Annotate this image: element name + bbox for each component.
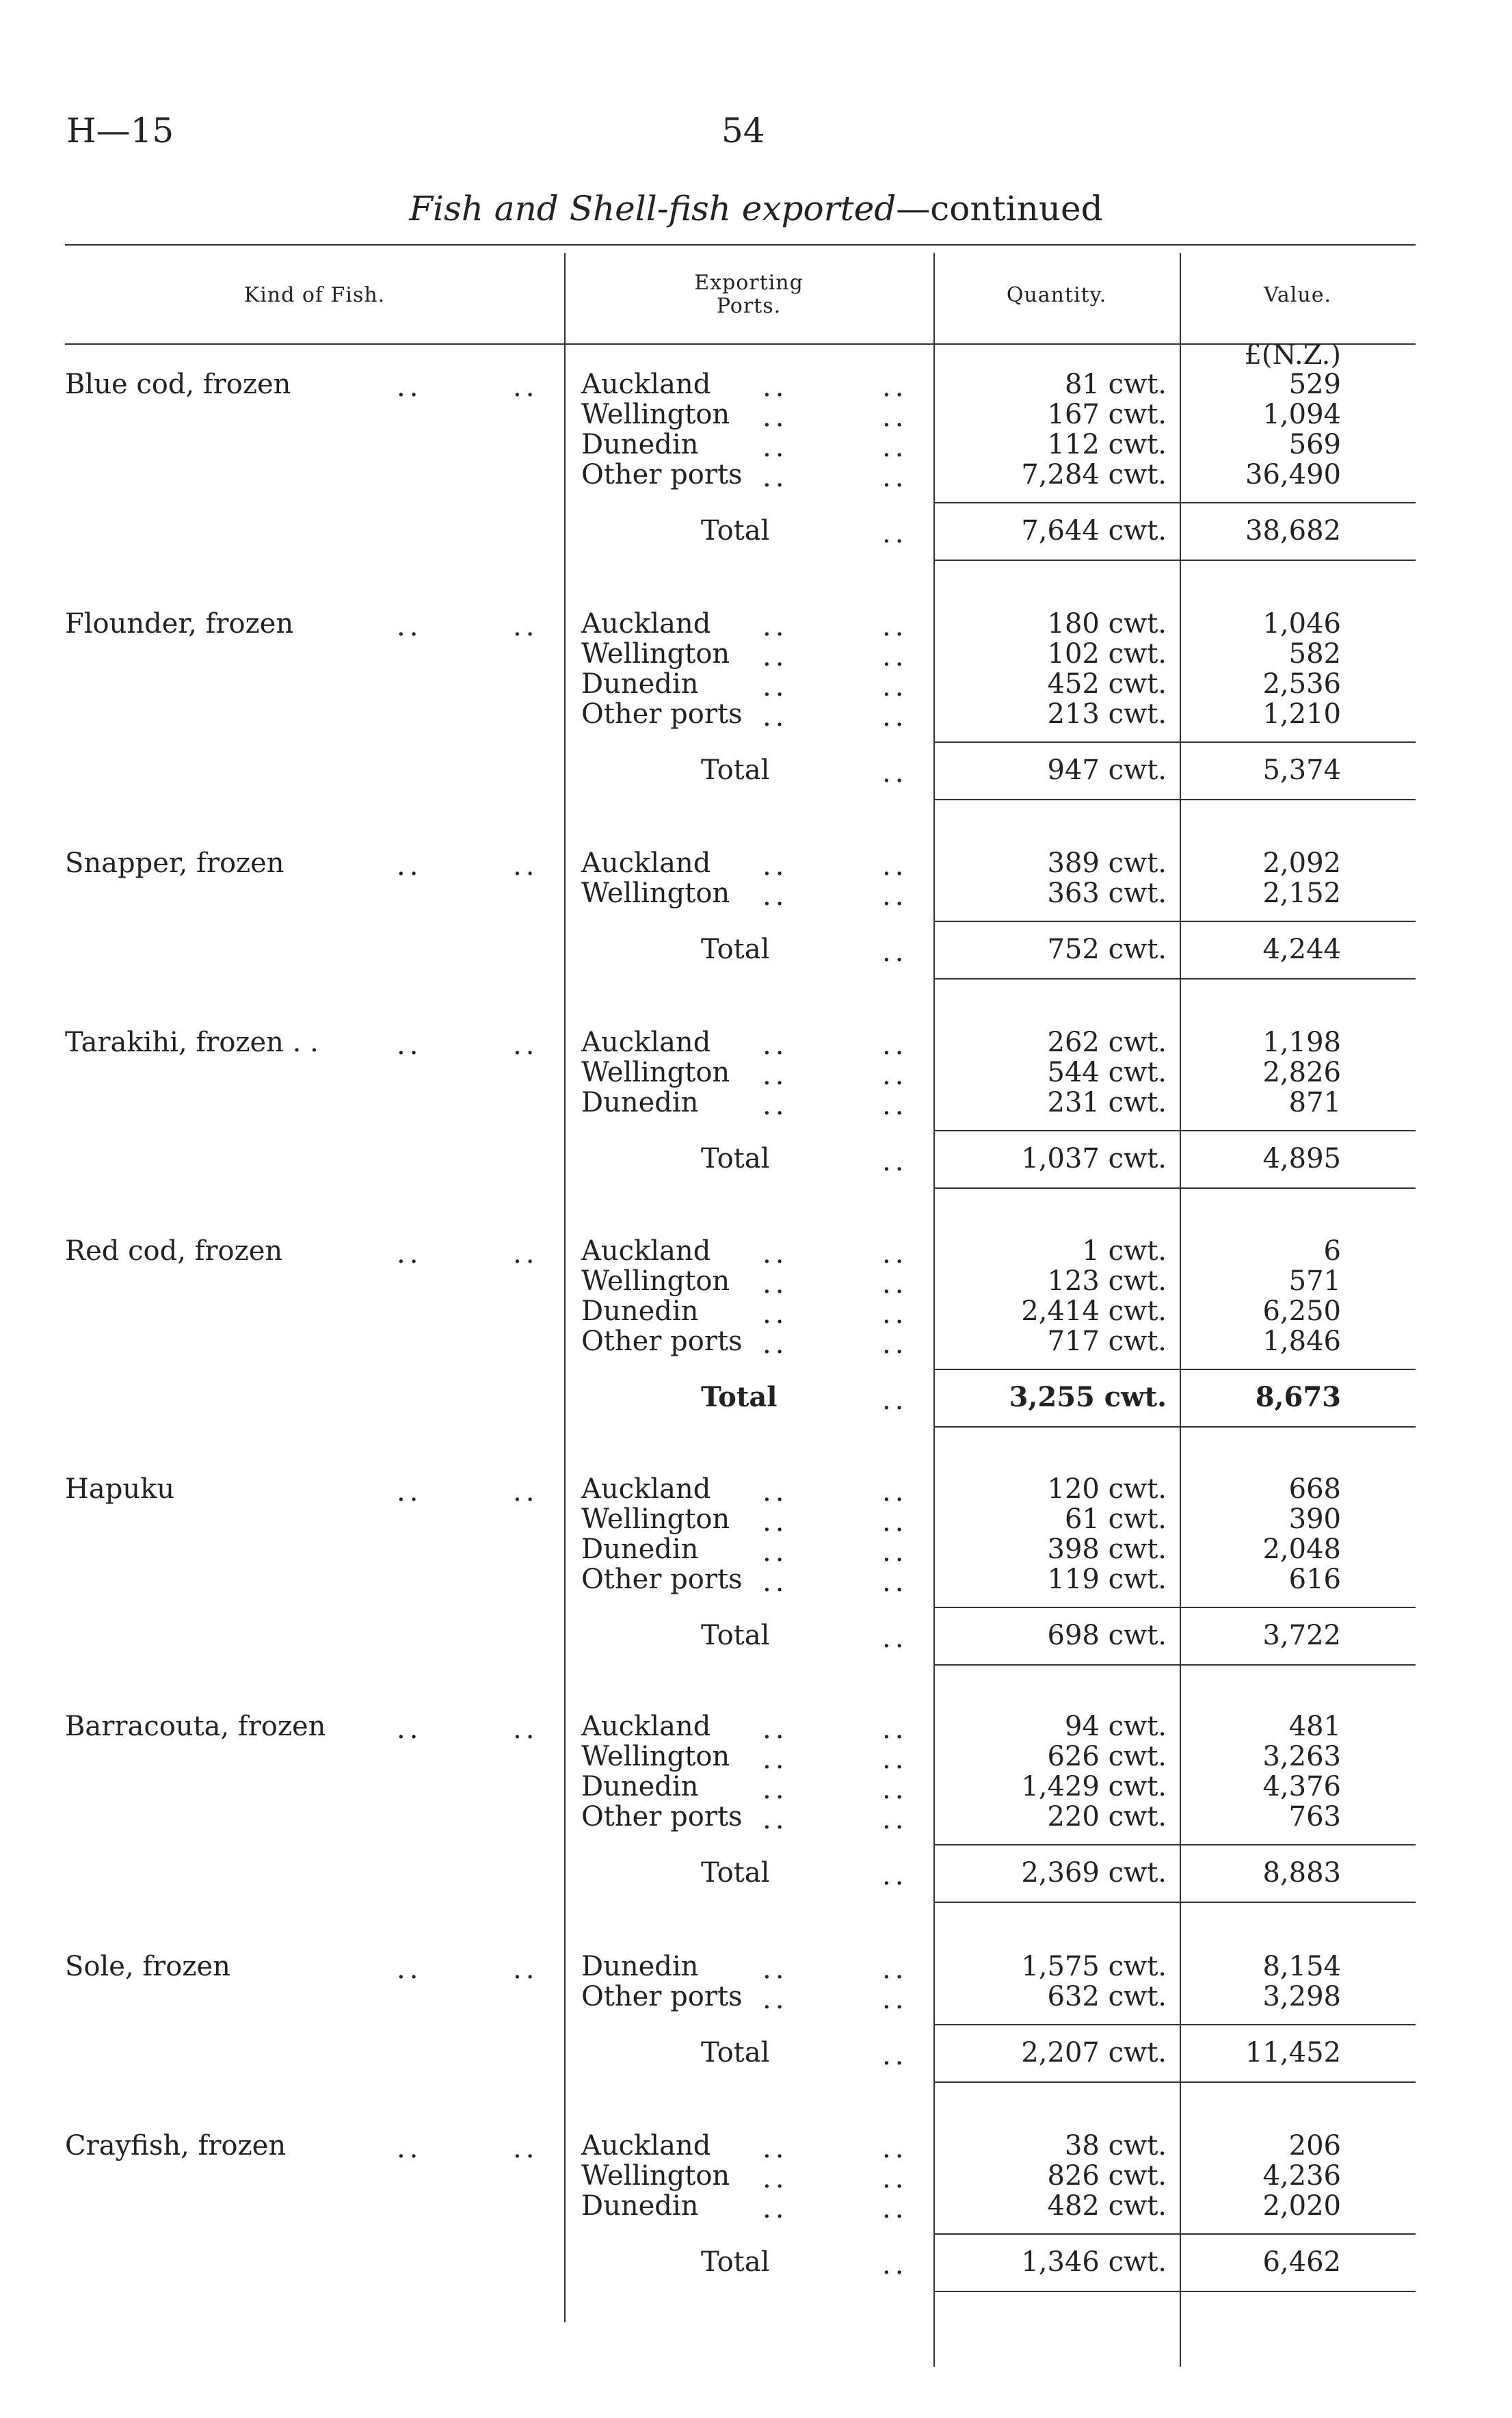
leader-dots: .. (762, 1713, 788, 1745)
leader-dots: .. (882, 850, 908, 882)
value-cell: 1,210 (1262, 698, 1341, 730)
leader-dots: .. (882, 2040, 908, 2071)
leader-dots: .. (762, 1744, 788, 1775)
value-cell: 616 (1288, 1564, 1341, 1595)
leader-dots: .. (762, 1954, 788, 1985)
quantity-cell: 717 cwt. (1047, 1326, 1167, 1357)
leader-dots: .. (762, 701, 788, 733)
exporting-port: Wellington (581, 878, 730, 909)
leader-dots: .. (762, 880, 788, 912)
leader-dots: .. (882, 518, 908, 549)
leader-dots: .. (882, 1774, 908, 1805)
page-number: 54 (721, 111, 765, 150)
quantity-cell: 231 cwt. (1047, 1087, 1167, 1118)
value-cell: 871 (1288, 1087, 1341, 1118)
leader-dots: .. (762, 611, 788, 642)
leader-dots: .. (762, 2163, 788, 2194)
total-value: 6,462 (1262, 2246, 1341, 2278)
total-rule (933, 1902, 1416, 1903)
leader-dots: .. (762, 432, 788, 463)
exporting-port: Wellington (581, 399, 730, 430)
fish-kind: Snapper, frozen (65, 847, 284, 879)
total-quantity: 947 cwt. (1047, 754, 1167, 786)
col-divider-2 (933, 253, 935, 2367)
quantity-cell: 262 cwt. (1047, 1027, 1167, 1058)
leader-dots: .. (882, 641, 908, 672)
value-cell: 36,490 (1245, 459, 1341, 490)
quantity-cell: 119 cwt. (1047, 1564, 1167, 1595)
leader-dots: .. (762, 2193, 788, 2224)
exporting-port: Dunedin (581, 1296, 699, 1327)
subtotal-rule (933, 921, 1416, 922)
leader-dots: .. (513, 1713, 539, 1745)
total-label: Total (701, 934, 770, 965)
value-cell: 8,154 (1262, 1951, 1341, 1982)
quantity-cell: 61 cwt. (1064, 1503, 1167, 1535)
quantity-cell: 81 cwt. (1064, 369, 1167, 400)
quantity-cell: 94 cwt. (1064, 1711, 1167, 1742)
title-suffix: —continued (896, 189, 1103, 228)
quantity-cell: 544 cwt. (1047, 1057, 1167, 1088)
quantity-cell: 1,575 cwt. (1021, 1951, 1167, 1982)
value-cell: 668 (1288, 1473, 1341, 1505)
value-cell: 4,236 (1262, 2160, 1341, 2192)
leader-dots: .. (882, 1954, 908, 1985)
exporting-port: Other ports (581, 1981, 743, 2012)
subtotal-rule (933, 502, 1416, 503)
value-cell: 4,376 (1262, 1771, 1341, 1802)
leader-dots: .. (513, 2133, 539, 2164)
leader-dots: .. (762, 1506, 788, 1538)
exporting-port: Dunedin (581, 668, 699, 700)
total-quantity: 3,255 cwt. (1009, 1381, 1167, 1413)
leader-dots: .. (762, 850, 788, 882)
leader-dots: .. (397, 1476, 423, 1508)
total-value: 4,895 (1262, 1143, 1341, 1174)
total-value: 8,673 (1255, 1381, 1341, 1413)
exporting-port: Auckland (581, 608, 711, 640)
leader-dots: .. (882, 1060, 908, 1091)
leader-dots: .. (882, 1090, 908, 1121)
exporting-port: Auckland (581, 847, 711, 879)
exporting-port: Auckland (581, 2130, 711, 2161)
leader-dots: .. (882, 1713, 908, 1745)
leader-dots: .. (882, 371, 908, 403)
exporting-port: Wellington (581, 1057, 730, 1088)
value-cell: 3,263 (1262, 1741, 1341, 1772)
title-main: Fish and Shell-fish exported (409, 189, 897, 228)
exporting-port: Other ports (581, 1564, 743, 1595)
exporting-port: Wellington (581, 1741, 730, 1772)
leader-dots: .. (882, 1566, 908, 1598)
quantity-cell: 220 cwt. (1047, 1801, 1167, 1832)
total-rule (933, 978, 1416, 980)
total-quantity: 2,369 cwt. (1021, 1857, 1167, 1889)
value-cell: 390 (1288, 1503, 1341, 1535)
col-divider-3 (1180, 253, 1181, 2367)
value-cell: 529 (1288, 369, 1341, 400)
total-quantity: 1,346 cwt. (1021, 2246, 1167, 2278)
total-value: 11,452 (1245, 2037, 1341, 2068)
fish-kind: Crayfish, frozen (65, 2130, 287, 2161)
col-header-value: Value. (1263, 283, 1331, 307)
leader-dots: .. (882, 2163, 908, 2194)
subtotal-rule (933, 2024, 1416, 2025)
exporting-port: Auckland (581, 1711, 711, 1742)
subtotal-rule (933, 741, 1416, 743)
total-rule (933, 1187, 1416, 1189)
subtotal-rule (933, 1607, 1416, 1608)
leader-dots: .. (882, 462, 908, 493)
leader-dots: .. (762, 1238, 788, 1270)
total-label: Total (701, 515, 770, 547)
total-quantity: 1,037 cwt. (1021, 1143, 1167, 1174)
leader-dots: .. (882, 2193, 908, 2224)
leader-dots: .. (882, 1622, 908, 1654)
value-cell: 6,250 (1262, 1296, 1341, 1327)
total-quantity: 2,207 cwt. (1021, 2037, 1167, 2068)
exporting-port: Dunedin (581, 2190, 699, 2222)
leader-dots: .. (397, 1238, 423, 1270)
total-quantity: 752 cwt. (1047, 934, 1167, 965)
total-value: 4,244 (1262, 934, 1341, 965)
total-label: Total (701, 2246, 770, 2278)
leader-dots: .. (762, 1328, 788, 1360)
total-rule (933, 1664, 1416, 1666)
quantity-cell: 38 cwt. (1064, 2130, 1167, 2161)
leader-dots: .. (762, 371, 788, 403)
leader-dots: .. (513, 611, 539, 642)
value-cell: 481 (1288, 1711, 1341, 1742)
total-label: Total (701, 754, 770, 786)
quantity-cell: 167 cwt. (1047, 399, 1167, 430)
leader-dots: .. (882, 1476, 908, 1508)
leader-dots: .. (762, 1060, 788, 1091)
total-rule (933, 560, 1416, 561)
exporting-port: Wellington (581, 1265, 730, 1297)
total-rule (933, 2081, 1416, 2083)
leader-dots: .. (882, 1384, 908, 1416)
leader-dots: .. (882, 1029, 908, 1061)
col-header-kind: Kind of Fish. (243, 283, 386, 307)
quantity-cell: 2,414 cwt. (1021, 1296, 1167, 1327)
leader-dots: .. (882, 1328, 908, 1360)
quantity-cell: 1,429 cwt. (1021, 1771, 1167, 1802)
quantity-cell: 1 cwt. (1082, 1235, 1167, 1267)
exporting-port: Wellington (581, 1503, 730, 1535)
leader-dots: .. (762, 1476, 788, 1508)
subtotal-rule (933, 1369, 1416, 1370)
leader-dots: .. (882, 1506, 908, 1538)
leader-dots: .. (882, 1298, 908, 1330)
leader-dots: .. (882, 2133, 908, 2164)
header-bottom-rule (65, 343, 1416, 345)
leader-dots: .. (513, 1029, 539, 1061)
value-cell: 763 (1288, 1801, 1341, 1832)
leader-dots: .. (762, 1774, 788, 1805)
quantity-cell: 123 cwt. (1047, 1265, 1167, 1297)
leader-dots: .. (513, 1238, 539, 1270)
table-title (0, 189, 1512, 228)
total-value: 3,722 (1262, 1620, 1341, 1651)
leader-dots: .. (882, 402, 908, 433)
exporting-port: Other ports (581, 1801, 743, 1832)
exporting-port: Dunedin (581, 429, 699, 460)
total-label: Total (701, 1857, 770, 1889)
value-cell: 3,298 (1262, 1981, 1341, 2012)
exporting-port: Other ports (581, 459, 743, 490)
leader-dots: .. (882, 1860, 908, 1891)
total-rule (933, 799, 1416, 800)
col-divider-1 (564, 253, 566, 2322)
value-cell: 2,048 (1262, 1534, 1341, 1565)
quantity-cell: 632 cwt. (1047, 1981, 1167, 2012)
exporting-port: Other ports (581, 1326, 743, 1357)
exporting-port: Wellington (581, 638, 730, 670)
leader-dots: .. (882, 1268, 908, 1300)
total-label: Total (701, 1143, 770, 1174)
col-header-ports (564, 272, 933, 318)
quantity-cell: 112 cwt. (1047, 429, 1167, 460)
leader-dots: .. (762, 1536, 788, 1568)
quantity-cell: 626 cwt. (1047, 1741, 1167, 1772)
leader-dots: .. (882, 880, 908, 912)
leader-dots: .. (882, 1146, 908, 1177)
leader-dots: .. (397, 611, 423, 642)
leader-dots: .. (882, 1984, 908, 2015)
document-reference: H—15 (66, 111, 174, 150)
value-cell: 571 (1288, 1265, 1341, 1297)
leader-dots: .. (882, 936, 908, 968)
fish-kind: Tarakihi, frozen . . (65, 1027, 319, 1058)
table-top-rule (65, 244, 1416, 246)
leader-dots: .. (513, 1954, 539, 1985)
value-cell: 1,046 (1262, 608, 1341, 640)
leader-dots: .. (762, 671, 788, 702)
fish-kind: Hapuku (65, 1473, 175, 1505)
fish-kind: Sole, frozen (65, 1951, 230, 1982)
quantity-cell: 102 cwt. (1047, 638, 1167, 670)
leader-dots: .. (762, 1090, 788, 1121)
leader-dots: .. (762, 1029, 788, 1061)
fish-kind: Barracouta, frozen (65, 1711, 326, 1742)
quantity-cell: 826 cwt. (1047, 2160, 1167, 2192)
leader-dots: .. (882, 701, 908, 733)
value-cell: 2,092 (1262, 847, 1341, 879)
subtotal-rule (933, 1130, 1416, 1131)
quantity-cell: 120 cwt. (1047, 1473, 1167, 1505)
total-quantity: 698 cwt. (1047, 1620, 1167, 1651)
value-cell: 1,846 (1262, 1326, 1341, 1357)
quantity-cell: 363 cwt. (1047, 878, 1167, 909)
value-cell: 206 (1288, 2130, 1341, 2161)
value-cell: 2,020 (1262, 2190, 1341, 2222)
quantity-cell: 180 cwt. (1047, 608, 1167, 640)
quantity-cell: 389 cwt. (1047, 847, 1167, 879)
value-cell: 2,152 (1262, 878, 1341, 909)
value-cell: 2,826 (1262, 1057, 1341, 1088)
quantity-cell: 7,284 cwt. (1021, 459, 1167, 490)
leader-dots: .. (882, 2249, 908, 2281)
leader-dots: .. (397, 2133, 423, 2164)
quantity-cell: 398 cwt. (1047, 1534, 1167, 1565)
total-label: Total (701, 1620, 770, 1651)
subtotal-rule (933, 1844, 1416, 1845)
quantity-cell: 452 cwt. (1047, 668, 1167, 700)
leader-dots: .. (882, 1804, 908, 1835)
leader-dots: .. (397, 1954, 423, 1985)
leader-dots: .. (397, 1029, 423, 1061)
value-cell: 6 (1323, 1235, 1341, 1267)
total-label: Total (701, 2037, 770, 2068)
leader-dots: .. (762, 1804, 788, 1835)
exporting-port: Dunedin (581, 1771, 699, 1802)
leader-dots: .. (762, 1298, 788, 1330)
leader-dots: .. (762, 2133, 788, 2164)
exporting-port: Dunedin (581, 1087, 699, 1118)
leader-dots: .. (882, 671, 908, 702)
quantity-cell: 213 cwt. (1047, 698, 1167, 730)
exporting-port: Auckland (581, 1027, 711, 1058)
leader-dots: .. (882, 757, 908, 789)
leader-dots: .. (513, 371, 539, 403)
subtotal-rule (933, 2233, 1416, 2235)
leader-dots: .. (882, 1536, 908, 1568)
value-cell: 2,536 (1262, 668, 1341, 700)
total-value: 8,883 (1262, 1857, 1341, 1889)
exporting-port: Auckland (581, 1473, 711, 1505)
exporting-port: Dunedin (581, 1534, 699, 1565)
leader-dots: .. (762, 1984, 788, 2015)
leader-dots: .. (513, 850, 539, 882)
total-quantity: 7,644 cwt. (1021, 515, 1167, 547)
exporting-port: Auckland (581, 1235, 711, 1267)
total-rule (933, 2291, 1416, 2292)
leader-dots: .. (882, 611, 908, 642)
fish-kind: Red cod, frozen (65, 1235, 283, 1267)
leader-dots: .. (397, 1713, 423, 1745)
leader-dots: .. (882, 1744, 908, 1775)
leader-dots: .. (513, 1476, 539, 1508)
exporting-port: Dunedin (581, 1951, 699, 1982)
leader-dots: .. (882, 1238, 908, 1270)
leader-dots: .. (882, 432, 908, 463)
total-rule (933, 1426, 1416, 1428)
total-label: Total (701, 1381, 778, 1413)
leader-dots: .. (397, 371, 423, 403)
leader-dots: .. (397, 850, 423, 882)
value-cell: 569 (1288, 429, 1341, 460)
leader-dots: .. (762, 402, 788, 433)
col-header-ports-line1: Exporting (694, 271, 804, 295)
currency-unit: £(N.Z.) (1244, 339, 1341, 371)
fish-kind: Blue cod, frozen (65, 369, 291, 400)
value-cell: 1,198 (1262, 1027, 1341, 1058)
leader-dots: .. (762, 641, 788, 672)
leader-dots: .. (762, 1566, 788, 1598)
exporting-port: Auckland (581, 369, 711, 400)
fish-kind: Flounder, frozen (65, 608, 294, 640)
value-cell: 582 (1288, 638, 1341, 670)
quantity-cell: 482 cwt. (1047, 2190, 1167, 2222)
leader-dots: .. (762, 462, 788, 493)
total-value: 38,682 (1245, 515, 1341, 547)
leader-dots: .. (762, 1268, 788, 1300)
total-value: 5,374 (1262, 754, 1341, 786)
exporting-port: Wellington (581, 2160, 730, 2192)
col-header-ports-line2: Ports. (716, 294, 782, 318)
value-cell: 1,094 (1262, 399, 1341, 430)
exporting-port: Other ports (581, 698, 743, 730)
col-header-quantity: Quantity. (1006, 283, 1107, 307)
